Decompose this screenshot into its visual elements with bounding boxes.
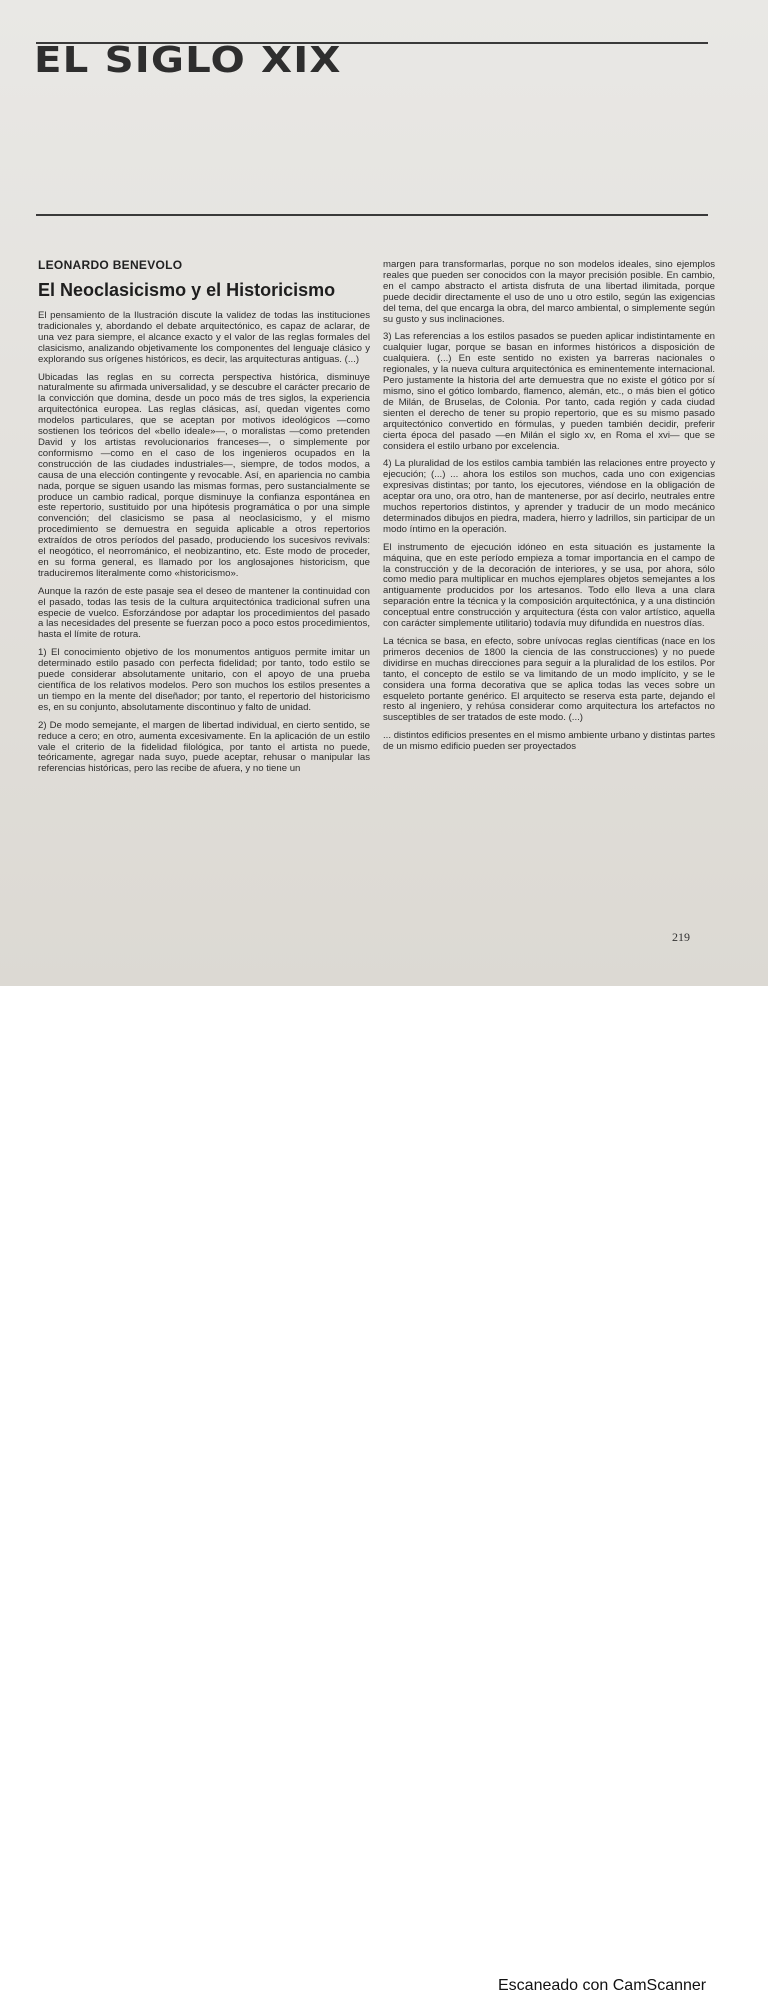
paragraph: 3) Las referencias a los estilos pasados se pueden aplicar indistintamente en cualquier lugar, porque se basan en informes históricos a disposición de cualquiera. (...) En este sentido no existen ya barreras nacionales o regionales, y la nueva cultura arquitectónica es eminentemente internacional. Pero justamente la historia del arte demuestra que no existe el gótico por sí mismo, sino el gótico lombardo, flamenco, alemán, etc., o más bien el gótico de Milán, de Bruselas, de Colonia. Por tanto, cada región y cada ciudad sienten el derecho de tener su propio repertorio, que es su mismo pasado arquitectónico convertido en fórmulas, y pueden también decidir, preferir cierta época del pasado —en Milán el siglo xv, en Roma el xvi— que se considera el estilo urbano por excelencia. [383, 331, 715, 452]
paragraph: La técnica se basa, en efecto, sobre unívocas reglas científicas (nace en los primeros decenios de 1800 la ciencia de las construcciones) y no puede dividirse en muchas direcciones para seguir a la pluralidad de los estilos. Por tanto, el concepto de estilo se va limitando de un modo implícito, y se le considera una forma decorativa que se aplica todas las veces sobre un esqueleto portante genérico. El arquitecto se reserva esta parte, dejando el resto al ingeniero, y rehúsa considerar como arquitectura los artefactos no susceptibles de ser tratados de este modo. (...) [383, 636, 715, 724]
paragraph: El instrumento de ejecución idóneo en esta situación es justamente la máquina, que en este período empieza a tomar importancia en el campo de la construcción y de la decoración de interiores, y se usa, por ahora, sólo como medio para multiplicar en muchos ejemplares objetos semejantes a los antiguamente producidos por los artesanos. Todo ello lleva a una clara separación entre la técnica y la composición arquitectónica, y a una distinción conceptual entre construcción y arquitectura (ésta con valor artístico, aquella con carácter simplemente utilitario) todavía muy difundida en nuestros días. [383, 541, 715, 630]
paragraph: ... distintos edificios presentes en el mismo ambiente urbano y distintas partes de un mismo edificio pueden ser proyectados [383, 730, 715, 753]
paragraph: margen para transformarlas, porque no son modelos ideales, sino ejemplos reales que pueden ser conocidos con la mayor precisión posible. En cambio, en el campo abstracto el artista disfruta de una libertad ilimitada, porque puede decidir directamente el uso de uno u otro estilo, según las exigencias del tema, del que encarga la obra, del marco ambiental, o simplemente según su gusto y sus inclinaciones. [383, 259, 715, 325]
paragraph: 4) La pluralidad de los estilos cambia también las relaciones entre proyecto y ejecución; (...) ... ahora los estilos son muchos, cada uno con exigencias expresivas distintas; por tanto, los ejecutores, viéndose en la obligación de aceptar ora uno, ora otro, han de mantenerse, por así decirlo, neutrales entre muchos repertorios distintos, y aprender y traducir de un modo mecánico determinados dibujos en piedra, madera, hierro y ladrillos, sin participar de un modo íntimo en la operación. [383, 458, 715, 535]
paragraph: Ubicadas las reglas en su correcta perspectiva histórica, disminuye naturalmente su afirmada universalidad, y se descubre el carácter precario de la convicción que domina, desde un poco más de tres siglos, la experiencia arquitectónica europea. Las reglas clásicas, así, quedan vigentes como modelos particulares, que se aceptan por motivos ideológicos —como sostienen los teóricos del «bello ideale»—, o moralistas —como pretenden David y los artistas revolucionarios franceses—, o simplemente por conformismo —como en el caso de los ingenieros ocupados en la construcción de las ciudades industriales—, siempre, de todos modos, a causa de una elección contingente y revocable. Así, en apariencia no cambia nada, porque se siguen usando las mismas formas, pero sustancialmente se produce un cambio radical, porque disminuye la confianza espontánea en este repertorio, sustituido por una hipótesis programática o por una simple convención; del clasicismo se pasa al neoclasicismo, y el mismo procedimiento se demuestra en seguida aplicable a otros repertorios extraídos de otros períodos del pasado, produciendo los sucesivos revivals: el neogótico, el neorrománico, el neobizantino, etc. Este modo de proceder, en su forma general, es llamado por los anglosajones historicism, que traduciremos literalmente como «historicismo». [38, 371, 370, 579]
scanner-watermark-label: Escaneado con CamScanner [498, 1977, 707, 1994]
page-number: 219 [672, 930, 690, 944]
paragraph: 2) De modo semejante, el margen de libertad individual, en cierto sentido, se reduce a cero; en otro, aumenta excesivamente. En la aplicación de un estilo vale el criterio de la fidelidad filológica, por tanto el artista no puede, teóricamente, agregar nada suyo, puede aceptar, rehusar o manipular las referencias históricas, pero las recibe de afuera, y no tiene un [38, 719, 370, 775]
paragraph: Aunque la razón de este pasaje sea el deseo de mantener la continuidad con el pasado, todas las tesis de la cultura arquitectónica tradicional sufren una especie de vuelco. Esforzándose por adaptar los procedimientos del pasado a las necesidades del presente se fuerzan poco a poco estos procedimientos, hasta el límite de rotura. [38, 585, 370, 641]
article-author: LEONARDO BENEVOLO [38, 258, 183, 272]
paragraph: El pensamiento de la Ilustración discute la validez de todas las instituciones tradicionales y, abordando el debate arquitectónico, es capaz de aclarar, de una vez para siempre, el alcance exacto y el valor de las reglas formales del clasicismo, analizando objetivamente los componentes del lenguaje clásico y explorando sus orígenes históricos, es decir, las arquitecturas antiguas. (...) [38, 310, 370, 365]
scanner-footer [0, 986, 768, 1994]
scanned-page [0, 0, 768, 986]
left-column [38, 311, 370, 782]
article-title: El Neoclasicismo y el Historicismo [38, 280, 336, 300]
right-column [383, 260, 715, 760]
section-rule [36, 214, 708, 216]
paragraph: 1) El conocimiento objetivo de los monumentos antiguos permite imitar un determinado estilo pasado con perfecta fidelidad; por tanto, todo estilo se puede considerar absolutamente unitario, con el apoyo de una prueba científica de los relativos modelos. Pero son muchos los estilos presentes a un tiempo en la mente del diseñador; por tanto, el repertorio del historicismo es, en su conjunto, absolutamente discontinuo y falto de unidad. [38, 647, 370, 713]
chapter-title: EL SIGLO XIX [34, 40, 342, 81]
